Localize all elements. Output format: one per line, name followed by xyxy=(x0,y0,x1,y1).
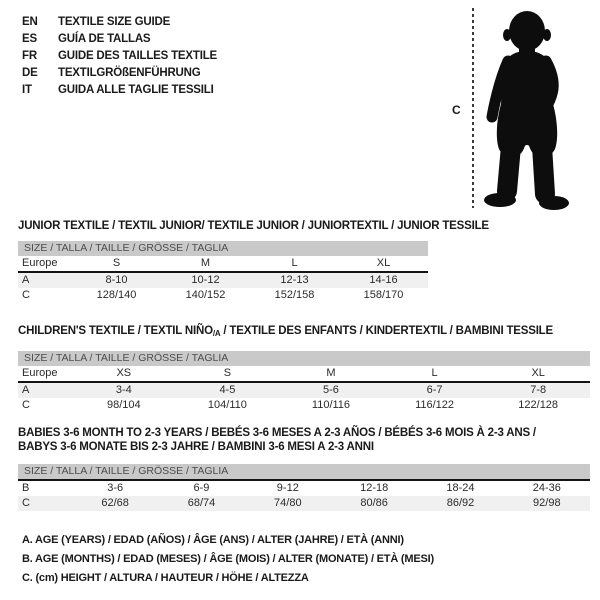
size-column: XL xyxy=(376,257,391,269)
height-value: 74/80 xyxy=(274,497,302,509)
age-value: 12-13 xyxy=(280,274,309,286)
babies-textile-table xyxy=(18,426,590,511)
region-label: Europe xyxy=(22,257,58,269)
height-value: 104/110 xyxy=(207,399,247,411)
size-header-label: SIZE / TALLA / TAILLE / GRÖSSE / TAGLIA xyxy=(24,352,229,364)
age-value: 3-4 xyxy=(115,384,132,396)
title-part: / TEXTILE DES ENFANTS / KINDERTEXTIL / BAMBINI TESSILE xyxy=(220,325,553,337)
table-title-line1: BABIES 3-6 MONTH TO 2-3 YEARS / BEBÉS 3-6 MESES A 2-3 AÑOS / BÉBÉS 3-6 MOIS À 2-3 ANS / xyxy=(18,427,536,439)
lang-code: ES xyxy=(22,33,37,45)
note-c: C. (cm) HEIGHT / ALTURA / HAUTEUR / HÖHE / ALTEZZA xyxy=(22,572,309,584)
junior-textile-table xyxy=(18,219,489,303)
height-value: 128/140 xyxy=(96,289,137,301)
height-label-c: C xyxy=(452,103,461,117)
table-title: JUNIOR TEXTILE / TEXTIL JUNIOR/ TEXTILE JUNIOR / JUNIORTEXTIL / JUNIOR TESSILE xyxy=(18,220,489,232)
height-value: 68/74 xyxy=(187,497,216,509)
table-body xyxy=(18,241,428,303)
age-value: 14-16 xyxy=(369,274,398,286)
height-value: 110/116 xyxy=(311,399,351,411)
region-label: Europe xyxy=(22,367,58,379)
height-value: 98/104 xyxy=(106,399,141,411)
table-title-line2: BABYS 3-6 MONATE BIS 2-3 JAHRE / BAMBINI 3-6 MESI A 2-3 ANNI xyxy=(18,441,374,453)
row-label: C xyxy=(22,399,30,411)
age-value: 7-8 xyxy=(530,384,547,396)
age-months-row xyxy=(18,481,590,496)
age-years-row xyxy=(18,383,590,398)
size-header-label: SIZE / TALLA / TAILLE / GRÖSSE / TAGLIA xyxy=(24,465,229,477)
age-value: 8-10 xyxy=(105,274,128,286)
lang-label: GUIDA ALLE TAGLIE TESSILI xyxy=(58,84,214,96)
lang-row-es xyxy=(22,31,217,48)
size-column: S xyxy=(223,367,232,379)
childrens-textile-table xyxy=(18,324,590,413)
lang-row-de xyxy=(22,65,217,82)
table-body xyxy=(18,351,590,413)
lang-row-fr xyxy=(22,48,217,65)
height-cm-row xyxy=(18,288,428,303)
size-column: XL xyxy=(531,367,545,379)
lang-label: GUÍA DE TALLAS xyxy=(58,33,151,45)
row-label: C xyxy=(22,289,30,301)
size-header-bar xyxy=(18,241,428,256)
legend-notes xyxy=(22,531,434,588)
size-column: M xyxy=(326,367,336,379)
lang-code: FR xyxy=(22,50,37,62)
language-legend xyxy=(22,14,217,99)
height-value: 158/170 xyxy=(363,289,404,301)
age-value: 6-9 xyxy=(193,482,210,494)
size-column: M xyxy=(200,257,211,269)
size-column: XS xyxy=(116,367,132,379)
age-value: 12-18 xyxy=(360,482,389,494)
row-label: B xyxy=(22,482,30,494)
height-value: 80/86 xyxy=(360,497,388,509)
size-header-label: SIZE / TALLA / TAILLE / GRÖSSE / TAGLIA xyxy=(24,242,229,254)
height-value: 92/98 xyxy=(533,497,561,509)
height-value: 152/158 xyxy=(274,289,315,301)
europe-sizes-row xyxy=(18,256,428,271)
table-title xyxy=(18,324,590,341)
size-column: S xyxy=(112,257,121,269)
lang-code: DE xyxy=(22,67,38,79)
height-value: 86/92 xyxy=(446,497,475,509)
age-value: 18-24 xyxy=(446,482,475,494)
height-value: 122/128 xyxy=(518,399,559,411)
note-b: B. AGE (MONTHS) / EDAD (MESES) / ÂGE (MOIS) / ALTER (MONATE) / ETÀ (MESI) xyxy=(22,553,434,565)
height-value: 116/122 xyxy=(415,399,455,411)
age-value: 6-7 xyxy=(426,384,443,396)
row-label: A xyxy=(22,384,30,396)
height-measure-dashed-line xyxy=(472,8,474,208)
lang-code: IT xyxy=(22,84,32,96)
height-value: 62/68 xyxy=(101,497,129,509)
title-part: CHILDREN'S TEXTILE / TEXTIL NIÑO xyxy=(18,325,213,337)
size-header-bar xyxy=(18,464,590,479)
height-cm-row xyxy=(18,398,590,413)
age-value: 4-5 xyxy=(219,384,236,396)
baby-silhouette-icon xyxy=(478,6,574,210)
lang-label: TEXTILGRÖßENFÜHRUNG xyxy=(58,67,201,79)
age-value: 3-6 xyxy=(107,482,124,494)
age-value: 10-12 xyxy=(191,274,220,286)
lang-code: EN xyxy=(22,16,38,28)
lang-label: GUIDE DES TAILLES TEXTILE xyxy=(58,50,217,62)
size-column: L xyxy=(431,367,438,379)
note-a: A. AGE (YEARS) / EDAD (AÑOS) / ÂGE (ANS) / ALTER (JAHRE) / ETÀ (ANNI) xyxy=(22,534,404,546)
row-label: C xyxy=(22,497,30,509)
age-value: 5-6 xyxy=(323,384,339,396)
height-value: 140/152 xyxy=(185,289,226,301)
age-value: 9-12 xyxy=(276,482,299,494)
size-column: L xyxy=(291,257,298,269)
height-cm-row xyxy=(18,496,590,511)
age-value: 24-36 xyxy=(532,482,561,494)
title-subscript: /A xyxy=(212,329,221,338)
table-body xyxy=(18,464,590,511)
europe-sizes-row xyxy=(18,366,590,381)
row-label: A xyxy=(22,274,30,286)
age-years-row xyxy=(18,273,428,288)
size-header-bar xyxy=(18,351,590,366)
lang-row-en xyxy=(22,14,217,31)
lang-label: TEXTILE SIZE GUIDE xyxy=(58,16,171,28)
lang-row-it xyxy=(22,82,217,99)
